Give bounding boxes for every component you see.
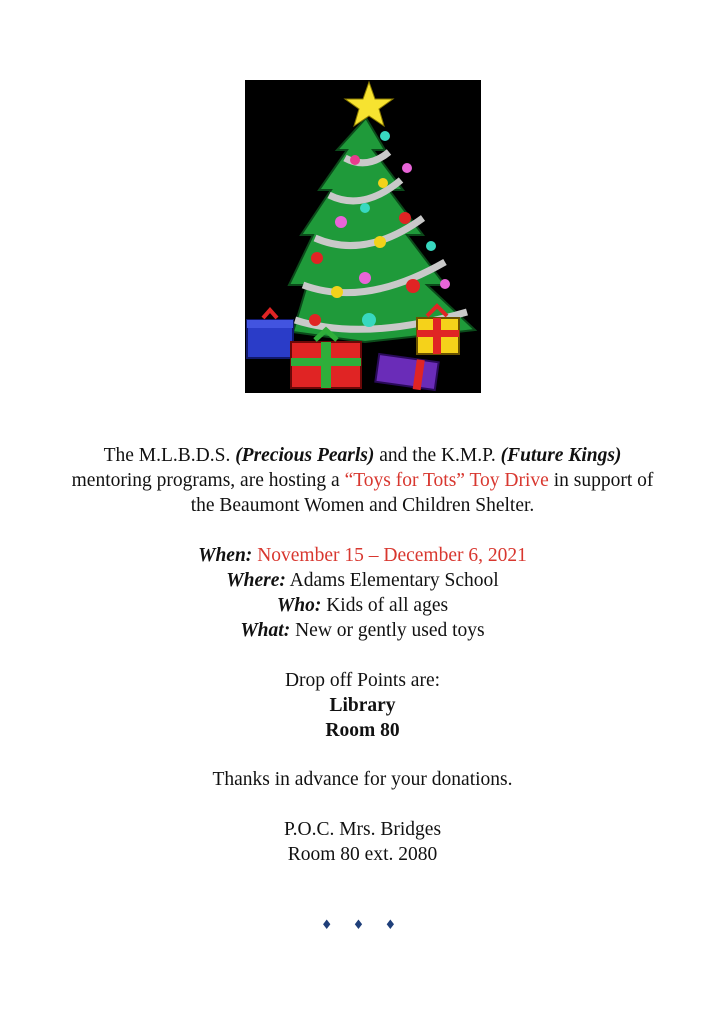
christmas-tree-illustration (245, 80, 481, 393)
program-name-pearls: (Precious Pearls) (235, 445, 375, 466)
intro-text: and the K.M.P. (374, 445, 501, 466)
intro-line-3: the Beaumont Women and Children Shelter. (190, 495, 535, 516)
where-value: Adams Elementary School (289, 570, 499, 591)
poc-name: P.O.C. Mrs. Bridges (283, 819, 442, 840)
intro-line-2 (0, 468, 725, 493)
intro-text: in support of (548, 470, 654, 491)
christmas-tree-svg (245, 80, 481, 393)
thanks-message: Thanks in advance for your donations. (212, 769, 513, 790)
what-row (0, 618, 725, 643)
intro-text: mentoring programs, are hosting a (71, 470, 345, 491)
when-value: November 15 – December 6, 2021 (257, 545, 527, 566)
event-name: “Toys for Tots” Toy Drive (344, 470, 549, 491)
who-label: Who: (276, 595, 322, 616)
drop-off-section (0, 668, 725, 743)
intro-line-1 (0, 443, 725, 468)
drop-off-point: Library (329, 695, 396, 716)
intro-text: The M.L.B.D.S. (103, 445, 236, 466)
point-of-contact (0, 817, 725, 867)
what-label: What: (240, 620, 291, 641)
when-label: When: (198, 545, 253, 566)
drop-off-point: Room 80 (325, 720, 400, 741)
event-details (0, 543, 725, 643)
program-name-kings: (Future Kings) (500, 445, 622, 466)
who-value: Kids of all ages (326, 595, 449, 616)
when-row (0, 543, 725, 568)
intro-paragraph (0, 443, 725, 518)
poc-room: Room 80 ext. 2080 (287, 844, 438, 865)
who-row (0, 593, 725, 618)
where-row (0, 568, 725, 593)
drop-off-heading: Drop off Points are: (284, 670, 441, 691)
where-label: Where: (226, 570, 286, 591)
diamond-ornament-icon: ♦ ♦ ♦ (320, 918, 405, 933)
what-value: New or gently used toys (295, 620, 485, 641)
